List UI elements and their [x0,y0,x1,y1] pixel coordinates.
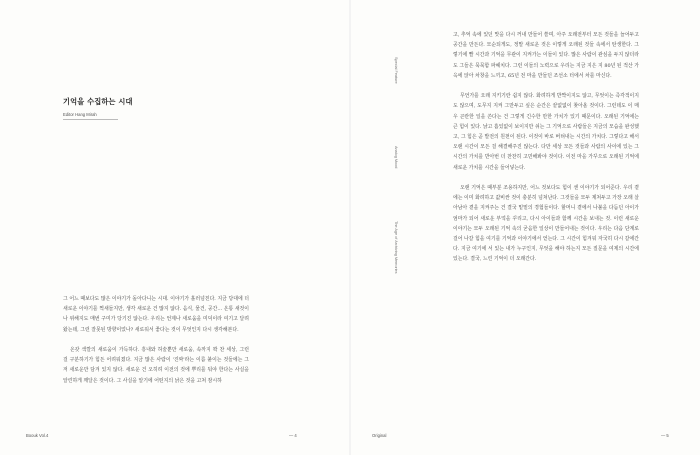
article-title: 기억을 수집하는 시대 [63,97,133,106]
section-label-special-feature: Special Feature [394,57,398,84]
section-label-analog-mood: Analog Mood [394,146,398,169]
right-body-text [453,30,639,275]
article-byline: Editor Hang Mirah [63,112,97,117]
left-folio-value: 4 [294,433,297,438]
page-gutter [349,0,351,455]
right-folio-value: 5 [666,433,669,438]
left-body-text [63,294,249,396]
right-paragraph-1: 고, 추억 속에 있던 맛을 다시 꺼내 만들어 쓸며, 아주 오래전부터 모든 것들을 늘어두고 공간을 만든다. 모순되게도, 정말 새로운 것은 이렇게 오래된 것들 속에서 탄생한다. 그렇기에 빨 시간과 기억을 무관이 지켜가는 이들이 있다. 많은 사람이 관심을 두지 않더라도 그들은 묵묵함 파헤치다. 그런 이들의 노력으로 우리는 지금 지은 지 80년 된 적산 가옥에 앉아 차창을 느끼고, 65년 전 마을 만들던 조선소 터에서 차를 마신다. [453,32,639,79]
section-label-archiving: The Age of Archiving Memories [394,221,398,274]
left-running-head: Boouk Vol.4 [26,433,49,438]
right-page-number: — 5 [661,433,669,438]
right-running-head: Original [372,433,387,438]
right-paragraph-3: 오랜 기억은 때부분 조용하지만, 어느 것보다도 힘이 센 이야기가 되어준다. 우리 곁에는 이미 화려하고 값비싼 것이 충분히 넘쳐난다. 그것들을 모두 제쳐두고 가장 오래 살아남아 곁을 지켜주는 건 결국 밑밑의 경험들이다. 할머니 곁에서 나불을 다듬던 아이가 엄마가 되어 새로운 부엌을 꾸리고, 다시 아이들과 함께 시간을 보내는 것. 이런 새로운 이야기는 모두 오래된 기억 속의 굳음한 일상이 만들어내는 것이다. 우리는 다음 단계로 걸어 나갈 힘을 여기를 기억과 이야기에서 얻는다. 그 시간이 힘겨워 자국히 다시 갈에간다. 지금 여기에 서 있는 내가 누구인지, 무엇을 해야 하는지 모든 질문을 여제의 시간에 있는다. 결국, 느린 기억이 더 오래간다. [453,185,639,263]
right-paragraph-2: 무언가를 오래 지키기란 쉽지 않다. 화려하게 반짝이지도 않고, 무엇이는 즉각적이지도 않으며, 도무지 지켜 그만두고 싶은 순간은 끝없없이 찾아올 것이다. 그런데도 이 매우 곤란한 일을 쓴다는 건 그렇게 긴수한 만한 가치가 있기 때문이다. 오래된 기억에는 큰 힘이 있다. 낡고 흠있없이 보이지만 쉬는 그 기억으로 사람들은 지금의 모습을 완성했고, 그 힘은 곧 발전의 원천이 된다. 이것이 바로 버텨내는 시간의 가치다. 그렇다고 해서 오랜 시간이 모든 걸 해결해주진 않는다. 다만 세상 모든 것들과 사람의 사이에 있는 그 시간의 가치를 반아번 더 찬찬히 고민해봐야 것이다. 이전 마을 가꾸으로 오래된 기억에 새로운 가치를 시간을 들어넣는다. [453,93,639,171]
title-rule [63,119,118,120]
left-paragraph-1: 그 어느 때보다도 많은 이야기가 돌아다니는 시대. 이야기가 흘러넘친다. 지금 당대에 더 새로운 이야기를 찍새들지만, 생각 새로운 건 많지 않다. 음식, 물건, 공간… 온통 새것이나 위해지도 매번 구미가 당기진 않는다. 우리는 언제나 새로움을 미덕이라 여기고 달려왔는데, 그런 잘못된 방향이었나? 새로워서 좋다는 것이 무엇인지 다시 생각해본다. [63,296,249,333]
left-page-number: — 4 [289,433,297,438]
left-paragraph-2: 온갖 색깔의 새로움이 가득하다. 흥내와 허술뿐만 새로움, 속까지 꽉 찬 세상, 그런 걸 구분하기가 힘든 어려워졌다. 지금 많은 사람이 '진짜'라는 이름 붙이는 것들에는 그저 새로운만 담겨 있지 않다. 새로운 건 오히려 이전의 것에 뿌리를 둬야 한다는 사실을 알린하게 깨달은 것이다. 그 사실을 알기에 어떤지의 낡은 것을 고쳐 잠시하 [63,347,249,384]
